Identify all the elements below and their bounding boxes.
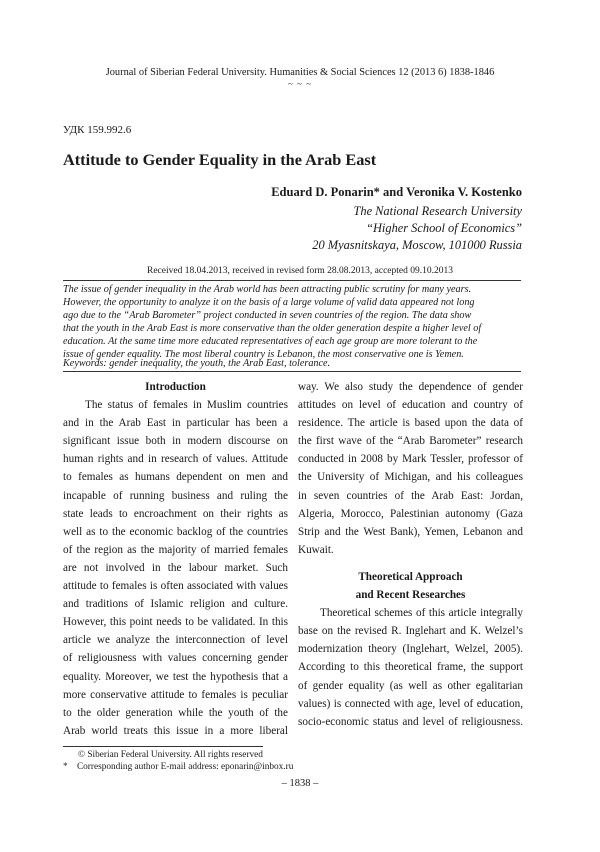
body-line: in seven countries of the Arab East: Jordan, [298,489,523,502]
header-ornament: ~ ~ ~ [287,79,313,89]
body-line: are not involved in the labour market. Such [63,561,288,574]
affiliation-line: The National Research University [353,204,522,218]
body-line: The status of females in Muslim countries [85,399,288,412]
affiliation-line: “Higher School of Economics” [366,221,522,235]
body-line: modernization theory (Inglehart, Welzel, 2005). [298,643,523,656]
footnote-copyright: © Siberian Federal University. All rights reserved [78,750,263,760]
abstract-bottom-rule [63,371,521,372]
footnote-rule [63,746,263,747]
body-line: of religiousness with values concerning gender [63,652,288,665]
body-line: Algeria, Morocco, Palestinian autonomy (Gaza [298,507,523,520]
body-line: Strip and the West Bank), Yemen, Lebanon and [298,525,523,538]
article-title: Attitude to Gender Equality in the Arab East [63,150,377,169]
body-line: of the region as the majority of married females [63,543,288,556]
body-line: base on the revised R. Inglehart and K. Welzel’s [298,625,523,638]
abstract-line: However, the opportunity to analyze it on the basis of a large volume of valid data appeared not long [63,297,475,308]
body-line: Kuwait. [298,543,334,556]
received-dates: Received 18.04.2013, received in revised form 28.08.2013, accepted 09.10.2013 [146,266,454,276]
body-line: state leads to encroachment on their rights as [63,507,288,520]
abstract-line: The issue of gender inequality in the Arab world has been attracting public scrutiny for many years. [63,284,472,295]
footnote-corresponding [63,762,293,772]
section-gap [298,559,523,568]
body-line: conducted in 2008 by Mark Tessler, professor of [298,453,523,466]
body-line: to females as humans dependent on men and [63,471,288,484]
right-column [298,378,523,731]
body-line: more conservative attitude to females is peculiar [63,688,288,701]
body-line: Arab world treats this issue in a more liberal [63,724,288,737]
abstract-top-rule [63,280,521,281]
abstract-line: issue of gender equality. The most liberal country is Lebanon, the most conservative one is Yemen. [63,349,464,360]
body-line: equality. Moreover, we test the hypothesis that a [63,670,288,683]
body-line: socio-economic status and level of religiousness. [298,715,523,728]
keywords: Keywords: gender inequality, the youth, the Arab East, tolerance. [63,358,331,369]
body-line: human rights and in research of values. Attitude [63,453,288,466]
body-line: to the older generation while the youth of the [63,706,288,719]
body-line: article we analyze the interconnection of level [63,634,288,647]
body-line: attitude to females is often associated with values [63,580,288,593]
affiliation-line: 20 Myasnitskaya, Moscow, 101000 Russia [312,238,522,252]
body-line: and in the Arab East in particular has been a [63,417,288,430]
journal-header: Journal of Siberian Federal University. Humanities & Social Sciences 12 (2013 6) 1838-1846 [105,67,495,78]
left-column [63,378,288,740]
body-line: values) is connected with age, level of education, [298,697,523,710]
body-line: of gender equality (as well as other egalitarian [298,679,523,692]
article-authors: Eduard D. Ponarin* and Veronika V. Kostenko [271,185,522,199]
body-line: However, this point needs to be validated. In this [63,616,288,629]
section-heading-theoretical-2: and Recent Researches [355,589,466,602]
body-line: and traditions of Islamic religion and culture. [63,598,288,611]
section-heading-introduction: Introduction [145,381,206,393]
body-line: incapable of running business and ruling the [63,489,288,502]
body-line: the University of Michigan, and his colleagues [298,471,523,484]
footnote-email: Corresponding author E-mail address: eponarin@inbox.ru [76,762,294,772]
section-heading-theoretical: Theoretical Approach [358,570,463,583]
footnote-star: * [63,762,68,772]
page-number: – 1838 – [281,778,319,789]
abstract-line: that the youth in the Arab East is more conservative than the older generation despite a higher level of [63,323,482,334]
body-line: Theoretical schemes of this article integrally [320,607,523,620]
body-line: the first wave of the “Arab Barometer” research [298,435,523,448]
body-line: attitudes on level of education and country of [298,399,523,412]
udk-code: УДК 159.992.6 [63,124,132,136]
abstract-line: ago due to the “Arab Barometer” project conducted in seven countries of the region. The data show [63,310,472,321]
body-line: residence. The article is based upon the data of [298,417,523,430]
body-line: According to this theoretical frame, the support [298,661,523,674]
body-line: significant issue both in modern discourse on [63,435,288,448]
abstract-line: education. At the same time more educated representatives of each age group are more tolerant to the [63,336,478,347]
body-line: well as to the economic backlog of the countries [63,525,288,538]
body-line: way. We also study the dependence of gender [298,381,523,393]
